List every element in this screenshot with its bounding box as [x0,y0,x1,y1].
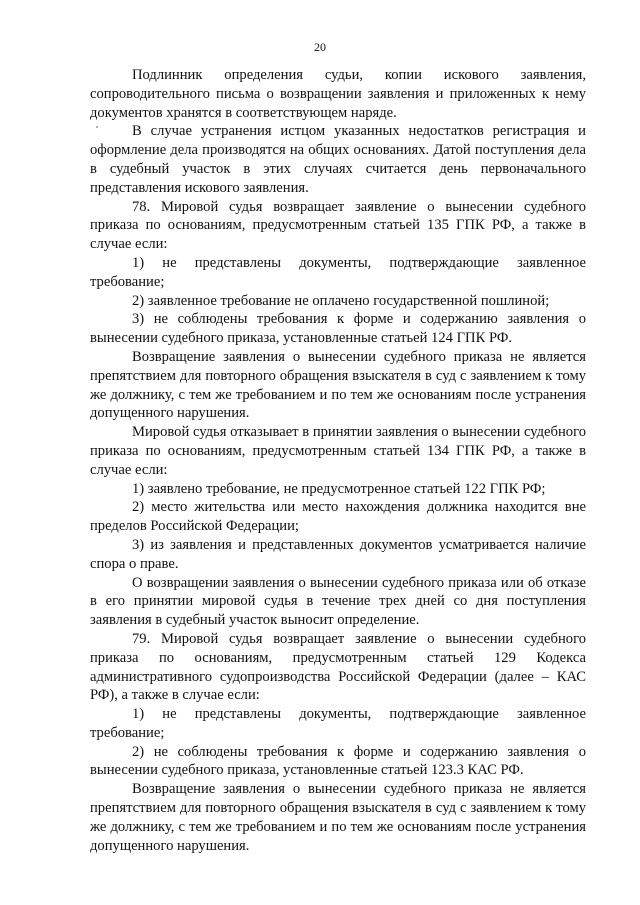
paragraph: В случае устранения истцом указанных недостатков регистрация и оформление дела производятся на общих основаниях. Датой поступления дела в судебный участок в этих случаях считается день первоначального представления искового заявления. [90,123,586,196]
list-item: 3) из заявления и представленных документов усматривается наличие спора о праве. [90,536,586,572]
document-body [90,66,586,855]
list-item: 3) не соблюдены требования к форме и содержанию заявления о вынесении судебного приказа, установленные статьей 124 ГПК РФ. [90,311,586,347]
paragraph: 78. Мировой судья возвращает заявление о вынесении судебного приказа по основаниям, предусмотренным статьей 135 ГПК РФ, а также в случае если: [90,198,586,253]
list-item: 1) не представлены документы, подтверждающие заявленное требование; [90,706,586,741]
list-item: 2) место жительства или место нахождения должника находится вне пределов Российской Федерации; [90,499,586,535]
paragraph: 79. Мировой судья возвращает заявление о вынесении судебного приказа по основаниям, предусмотренным статьей 129 Кодекса административного судопроизводства Российской Федерации (далее – КАС РФ), а также в случае если: [90,630,586,704]
paragraph: О возвращении заявления о вынесении судебного приказа или об отказе в его принятии мировой судья в течение трех дней со дня поступления заявления в судебный участок выносит определение. [90,574,586,629]
list-item: 1) не представлены документы, подтверждающие заявленное требование; [90,254,586,290]
list-item: 1) заявлено требование, не предусмотренное статьей 122 ГПК РФ; [132,480,546,497]
paragraph: Подлинник определения судьи, копии искового заявления, сопроводительного письма о возвращении заявления и приложенных к нему документов хранятся в соответствующем наряде. [90,67,586,121]
paragraph: Возвращение заявления о вынесении судебного приказа не является препятствием для повторного обращения взыскателя в суд с заявлением к тому же должнику, с тем же требованием и по тем же основаниям после устранения допущенного нарушения. [90,781,586,854]
list-item: 2) заявленное требование не оплачено государственной пошлиной; [132,292,550,309]
page-number: 20 [314,40,326,54]
list-item: 2) не соблюдены требования к форме и содержанию заявления о вынесении судебного приказа, установленные статьей 123.3 КАС РФ. [90,743,586,779]
paragraph: Возвращение заявления о вынесении судебного приказа не является препятствием для повторного обращения взыскателя в суд с заявлением к тому же должнику, с тем же требованием и по тем же основаниям после устранения допущенного нарушения. [90,348,586,422]
paragraph: Мировой судья отказывает в принятии заявления о вынесении судебного приказа по основаниям, предусмотренным статьей 134 ГПК РФ, а также в случае если: [90,424,586,478]
